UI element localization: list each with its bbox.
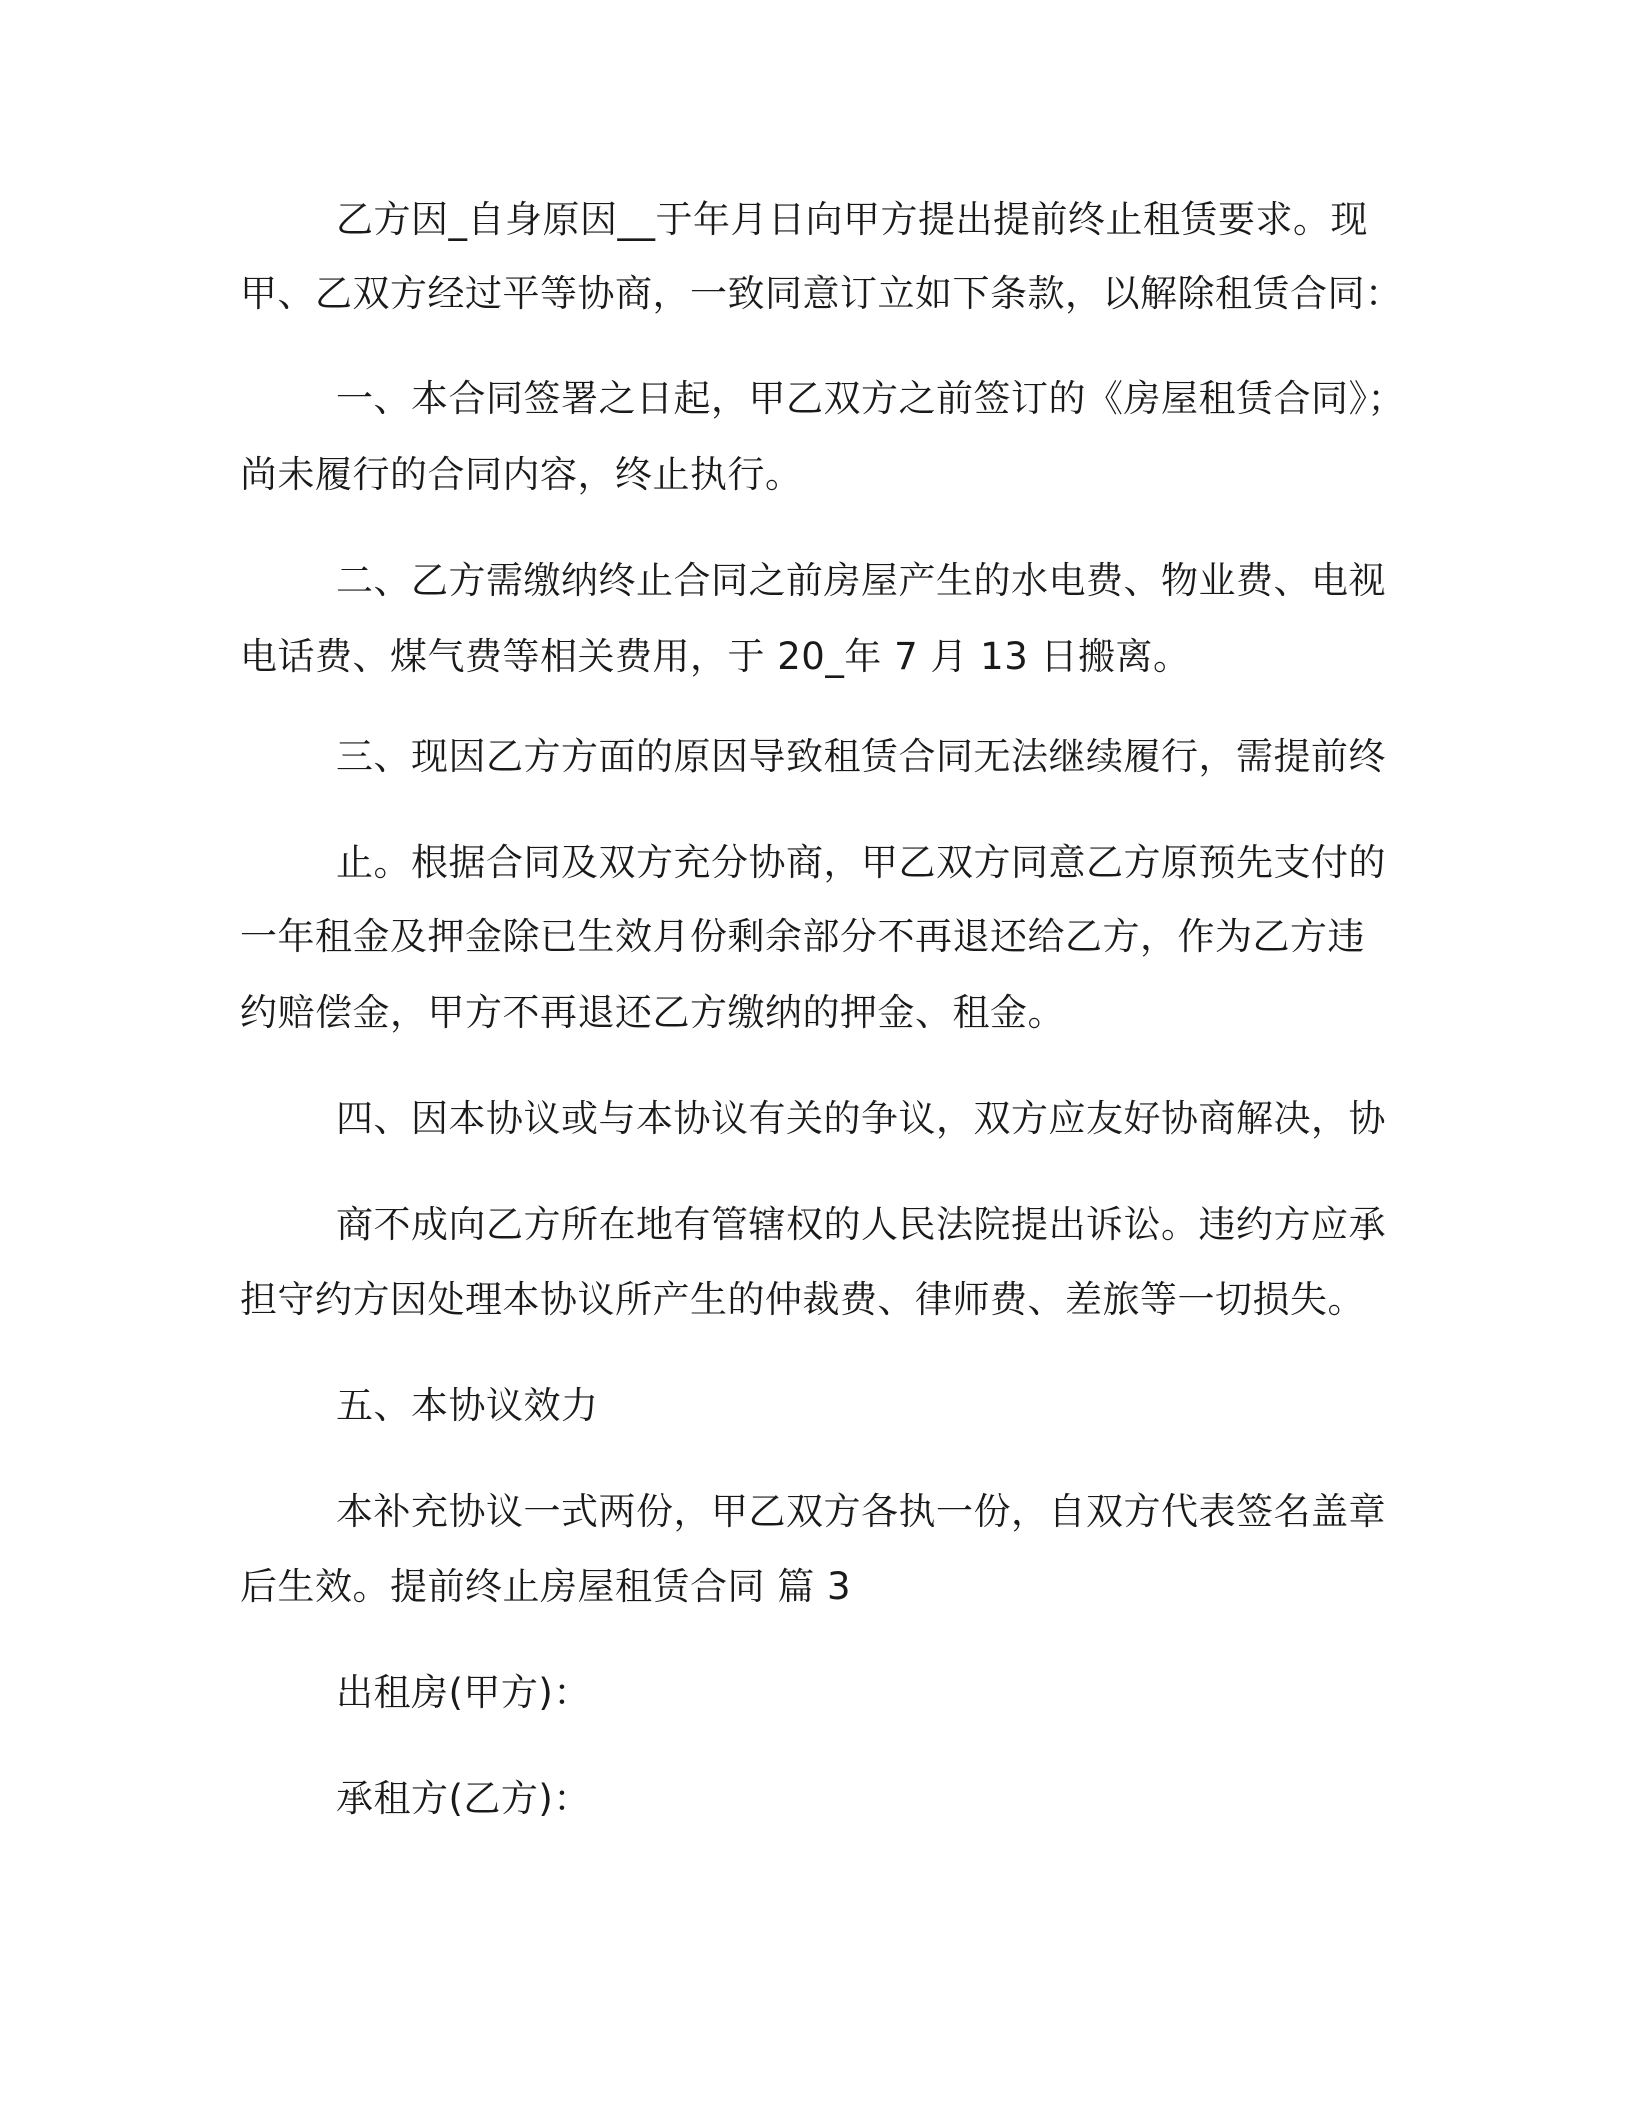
lessee-label: 承租方(乙方)： [336, 1777, 591, 1820]
clause-4-line: 商不成向乙方所在地有管辖权的人民法院提出诉讼。违约方应承 [336, 1203, 1386, 1246]
clause-4-line: 担守约方因处理本协议所产生的仲裁费、律师费、差旅等一切损失。 [240, 1278, 1365, 1321]
clause-1-line: 一、本合同签署之日起，甲乙双方之前签订的《房屋租赁合同》； [336, 377, 1405, 420]
clause-3-line: 约赔偿金，甲方不再退还乙方缴纳的押金、租金。 [240, 991, 1065, 1034]
paragraph-line: 乙方因_自身原因__于年月日向甲方提出提前终止租赁要求。现 [336, 198, 1368, 241]
clause-5-heading: 五、本协议效力 [336, 1384, 599, 1427]
clause-2-line: 电话费、煤气费等相关费用，于 20_年 7 月 13 日搬离。 [240, 635, 1191, 678]
paragraph-line: 甲、乙双方经过平等协商，一致同意订立如下条款，以解除租赁合同： [240, 272, 1403, 315]
clause-3-line: 一年租金及押金除已生效月份剩余部分不再退还给乙方，作为乙方违 [240, 915, 1365, 958]
lessor-label: 出租房(甲方)： [336, 1671, 591, 1714]
paragraph-line: 后生效。提前终止房屋租赁合同 篇 3 [240, 1565, 852, 1608]
clause-3-line: 止。根据合同及双方充分协商，甲乙双方同意乙方原预先支付的 [336, 841, 1386, 884]
clause-4-line: 四、因本协议或与本协议有关的争议，双方应友好协商解决，协 [336, 1097, 1386, 1140]
clause-3-line: 三、现因乙方方面的原因导致租赁合同无法继续履行，需提前终 [336, 735, 1386, 778]
paragraph-line: 本补充协议一式两份，甲乙双方各执一份，自双方代表签名盖章 [336, 1490, 1386, 1533]
clause-2-line: 二、乙方需缴纳终止合同之前房屋产生的水电费、物业费、电视 [336, 559, 1386, 602]
clause-1-line: 尚未履行的合同内容，终止执行。 [240, 453, 803, 496]
